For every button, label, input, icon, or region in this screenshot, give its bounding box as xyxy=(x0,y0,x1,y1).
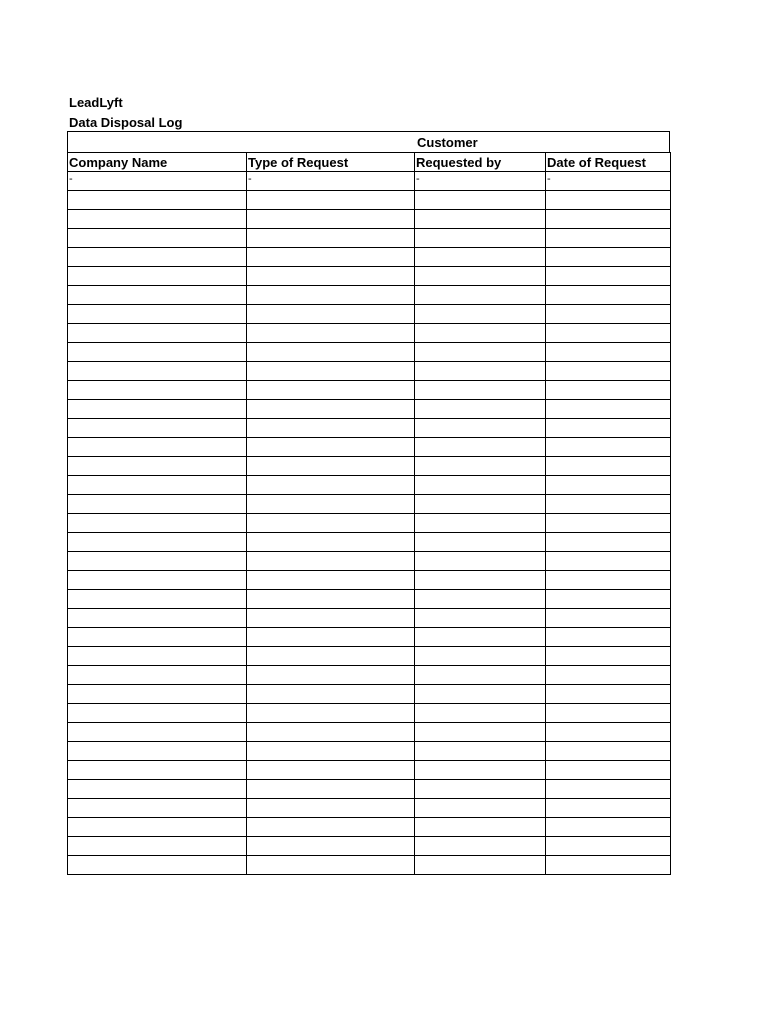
table-row xyxy=(68,552,671,571)
cell-company-name[interactable] xyxy=(68,343,247,362)
cell-requested-by[interactable] xyxy=(415,704,546,723)
log-body xyxy=(68,172,671,875)
cell-requested-by[interactable] xyxy=(415,647,546,666)
cell-date-of-request[interactable] xyxy=(546,267,671,286)
cell-type-of-request[interactable] xyxy=(247,229,415,248)
cell-type-of-request[interactable] xyxy=(247,780,415,799)
table-row xyxy=(68,818,671,837)
cell-date-of-request[interactable] xyxy=(546,400,671,419)
cell-date-of-request[interactable] xyxy=(546,286,671,305)
cell-date-of-request[interactable] xyxy=(546,324,671,343)
cell-requested-by[interactable] xyxy=(415,343,546,362)
cell-type-of-request[interactable] xyxy=(247,495,415,514)
table-row xyxy=(68,704,671,723)
table-row xyxy=(68,438,671,457)
cell-date-of-request[interactable] xyxy=(546,780,671,799)
cell-company-name[interactable] xyxy=(68,438,247,457)
cell-requested-by[interactable] xyxy=(415,438,546,457)
cell-company-name[interactable] xyxy=(68,400,247,419)
cell-company-name[interactable] xyxy=(68,552,247,571)
table-row xyxy=(68,742,671,761)
cell-requested-by[interactable] xyxy=(415,723,546,742)
cell-requested-by[interactable] xyxy=(415,666,546,685)
table-row xyxy=(68,590,671,609)
table-row xyxy=(68,609,671,628)
cell-company-name[interactable] xyxy=(68,210,247,229)
company-title: LeadLyft xyxy=(69,95,123,110)
cell-type-of-request[interactable] xyxy=(247,666,415,685)
table-row xyxy=(68,476,671,495)
cell-date-of-request[interactable] xyxy=(546,457,671,476)
cell-date-of-request[interactable] xyxy=(546,533,671,552)
cell-type-of-request[interactable] xyxy=(247,419,415,438)
cell-company-name[interactable] xyxy=(68,856,247,875)
cell-date-of-request[interactable] xyxy=(546,343,671,362)
column-header-row xyxy=(68,153,671,172)
table-row xyxy=(68,666,671,685)
cell-company-name[interactable] xyxy=(68,324,247,343)
cell-date-of-request[interactable] xyxy=(546,571,671,590)
cell-date-of-request[interactable] xyxy=(546,685,671,704)
cell-company-name[interactable] xyxy=(68,704,247,723)
cell-company-name[interactable] xyxy=(68,571,247,590)
cell-company-name[interactable] xyxy=(68,780,247,799)
cell-requested-by[interactable] xyxy=(415,495,546,514)
table-row xyxy=(68,343,671,362)
cell-date-of-request[interactable] xyxy=(546,495,671,514)
cell-requested-by[interactable] xyxy=(415,457,546,476)
cell-type-of-request[interactable] xyxy=(247,761,415,780)
cell-type-of-request[interactable] xyxy=(247,685,415,704)
cell-company-name[interactable] xyxy=(68,609,247,628)
cell-date-of-request[interactable] xyxy=(546,723,671,742)
cell-requested-by[interactable] xyxy=(415,609,546,628)
cell-requested-by[interactable] xyxy=(415,305,546,324)
cell-type-of-request[interactable] xyxy=(247,856,415,875)
table-row xyxy=(68,495,671,514)
column-header-company-name: Company Name xyxy=(68,153,247,172)
cell-date-of-request[interactable] xyxy=(546,362,671,381)
cell-requested-by[interactable] xyxy=(415,552,546,571)
cell-company-name[interactable] xyxy=(68,837,247,856)
cell-date-of-request[interactable] xyxy=(546,191,671,210)
table-row xyxy=(68,780,671,799)
cell-date-of-request[interactable] xyxy=(546,742,671,761)
cell-company-name[interactable] xyxy=(68,533,247,552)
cell-type-of-request[interactable] xyxy=(247,799,415,818)
cell-company-name[interactable] xyxy=(68,229,247,248)
cell-type-of-request[interactable] xyxy=(247,305,415,324)
cell-type-of-request[interactable] xyxy=(247,723,415,742)
group-header-row xyxy=(67,131,670,152)
cell-company-name[interactable] xyxy=(68,362,247,381)
cell-requested-by[interactable] xyxy=(415,780,546,799)
cell-company-name[interactable] xyxy=(68,267,247,286)
table-row xyxy=(68,191,671,210)
cell-type-of-request[interactable]: - xyxy=(247,172,415,191)
cell-company-name[interactable] xyxy=(68,476,247,495)
table-row xyxy=(68,419,671,438)
cell-company-name[interactable] xyxy=(68,514,247,533)
cell-requested-by[interactable] xyxy=(415,856,546,875)
table-row xyxy=(68,324,671,343)
cell-requested-by[interactable] xyxy=(415,571,546,590)
cell-requested-by[interactable] xyxy=(415,248,546,267)
cell-date-of-request[interactable] xyxy=(546,552,671,571)
table-row xyxy=(68,305,671,324)
cell-requested-by[interactable] xyxy=(415,799,546,818)
cell-company-name[interactable] xyxy=(68,381,247,400)
cell-requested-by[interactable] xyxy=(415,837,546,856)
disposal-log-table xyxy=(67,152,671,875)
cell-company-name[interactable] xyxy=(68,495,247,514)
cell-company-name[interactable] xyxy=(68,590,247,609)
column-header-requested-by: Requested by xyxy=(415,153,546,172)
cell-type-of-request[interactable] xyxy=(247,248,415,267)
table-row xyxy=(68,685,671,704)
cell-type-of-request[interactable] xyxy=(247,476,415,495)
cell-company-name[interactable] xyxy=(68,305,247,324)
cell-type-of-request[interactable] xyxy=(247,438,415,457)
table-row xyxy=(68,381,671,400)
cell-company-name[interactable] xyxy=(68,742,247,761)
cell-company-name[interactable] xyxy=(68,628,247,647)
cell-date-of-request[interactable] xyxy=(546,609,671,628)
cell-date-of-request[interactable] xyxy=(546,229,671,248)
cell-type-of-request[interactable] xyxy=(247,343,415,362)
cell-requested-by[interactable] xyxy=(415,419,546,438)
cell-date-of-request[interactable] xyxy=(546,837,671,856)
cell-date-of-request[interactable] xyxy=(546,438,671,457)
cell-date-of-request[interactable] xyxy=(546,761,671,780)
table-row xyxy=(68,723,671,742)
cell-company-name[interactable] xyxy=(68,457,247,476)
cell-requested-by[interactable] xyxy=(415,210,546,229)
cell-requested-by[interactable]: - xyxy=(415,172,546,191)
column-header-date-of-request: Date of Request xyxy=(546,153,671,172)
cell-date-of-request[interactable] xyxy=(546,248,671,267)
table-row xyxy=(68,172,671,191)
table-row xyxy=(68,286,671,305)
cell-requested-by[interactable] xyxy=(415,229,546,248)
cell-type-of-request[interactable] xyxy=(247,457,415,476)
cell-type-of-request[interactable] xyxy=(247,267,415,286)
cell-date-of-request[interactable] xyxy=(546,666,671,685)
cell-date-of-request[interactable] xyxy=(546,856,671,875)
cell-requested-by[interactable] xyxy=(415,590,546,609)
table-row xyxy=(68,362,671,381)
table-row xyxy=(68,799,671,818)
cell-date-of-request[interactable] xyxy=(546,210,671,229)
cell-company-name[interactable] xyxy=(68,799,247,818)
cell-date-of-request[interactable] xyxy=(546,419,671,438)
table-row xyxy=(68,514,671,533)
cell-type-of-request[interactable] xyxy=(247,533,415,552)
cell-date-of-request[interactable] xyxy=(546,628,671,647)
cell-type-of-request[interactable] xyxy=(247,590,415,609)
table-row xyxy=(68,400,671,419)
cell-date-of-request[interactable] xyxy=(546,590,671,609)
table-row xyxy=(68,761,671,780)
table-row xyxy=(68,229,671,248)
table-row xyxy=(68,856,671,875)
table-row xyxy=(68,647,671,666)
cell-company-name[interactable] xyxy=(68,419,247,438)
table-row xyxy=(68,837,671,856)
cell-date-of-request[interactable] xyxy=(546,704,671,723)
cell-type-of-request[interactable] xyxy=(247,362,415,381)
cell-type-of-request[interactable] xyxy=(247,837,415,856)
table-row xyxy=(68,457,671,476)
cell-company-name[interactable] xyxy=(68,685,247,704)
cell-date-of-request[interactable] xyxy=(546,647,671,666)
table-row xyxy=(68,628,671,647)
cell-type-of-request[interactable] xyxy=(247,400,415,419)
log-title: Data Disposal Log xyxy=(69,115,183,130)
cell-type-of-request[interactable] xyxy=(247,191,415,210)
table-row xyxy=(68,267,671,286)
cell-requested-by[interactable] xyxy=(415,476,546,495)
cell-type-of-request[interactable] xyxy=(247,552,415,571)
cell-company-name[interactable] xyxy=(68,191,247,210)
column-header-type-of-request: Type of Request xyxy=(247,153,415,172)
cell-requested-by[interactable] xyxy=(415,362,546,381)
cell-type-of-request[interactable] xyxy=(247,286,415,305)
cell-requested-by[interactable] xyxy=(415,514,546,533)
cell-date-of-request[interactable] xyxy=(546,381,671,400)
cell-type-of-request[interactable] xyxy=(247,514,415,533)
cell-date-of-request[interactable] xyxy=(546,799,671,818)
cell-date-of-request[interactable]: - xyxy=(546,172,671,191)
cell-company-name[interactable] xyxy=(68,248,247,267)
cell-type-of-request[interactable] xyxy=(247,818,415,837)
cell-date-of-request[interactable] xyxy=(546,476,671,495)
cell-requested-by[interactable] xyxy=(415,742,546,761)
cell-requested-by[interactable] xyxy=(415,628,546,647)
cell-requested-by[interactable] xyxy=(415,324,546,343)
cell-company-name[interactable] xyxy=(68,286,247,305)
cell-company-name[interactable] xyxy=(68,666,247,685)
cell-type-of-request[interactable] xyxy=(247,704,415,723)
cell-type-of-request[interactable] xyxy=(247,647,415,666)
cell-requested-by[interactable] xyxy=(415,818,546,837)
cell-type-of-request[interactable] xyxy=(247,628,415,647)
customer-group-header: Customer xyxy=(417,135,478,150)
table-row xyxy=(68,210,671,229)
cell-company-name[interactable] xyxy=(68,818,247,837)
cell-requested-by[interactable] xyxy=(415,381,546,400)
table-row xyxy=(68,533,671,552)
cell-requested-by[interactable] xyxy=(415,267,546,286)
cell-requested-by[interactable] xyxy=(415,286,546,305)
cell-type-of-request[interactable] xyxy=(247,742,415,761)
table-row xyxy=(68,248,671,267)
cell-type-of-request[interactable] xyxy=(247,324,415,343)
cell-date-of-request[interactable] xyxy=(546,514,671,533)
cell-type-of-request[interactable] xyxy=(247,609,415,628)
cell-company-name[interactable] xyxy=(68,647,247,666)
cell-requested-by[interactable] xyxy=(415,685,546,704)
cell-type-of-request[interactable] xyxy=(247,571,415,590)
cell-date-of-request[interactable] xyxy=(546,818,671,837)
cell-company-name[interactable] xyxy=(68,761,247,780)
cell-type-of-request[interactable] xyxy=(247,210,415,229)
table-row xyxy=(68,571,671,590)
cell-requested-by[interactable] xyxy=(415,533,546,552)
cell-type-of-request[interactable] xyxy=(247,381,415,400)
log-sheet xyxy=(67,131,670,875)
cell-requested-by[interactable] xyxy=(415,191,546,210)
cell-company-name[interactable] xyxy=(68,723,247,742)
cell-requested-by[interactable] xyxy=(415,761,546,780)
cell-date-of-request[interactable] xyxy=(546,305,671,324)
cell-company-name[interactable]: - xyxy=(68,172,247,191)
cell-requested-by[interactable] xyxy=(415,400,546,419)
